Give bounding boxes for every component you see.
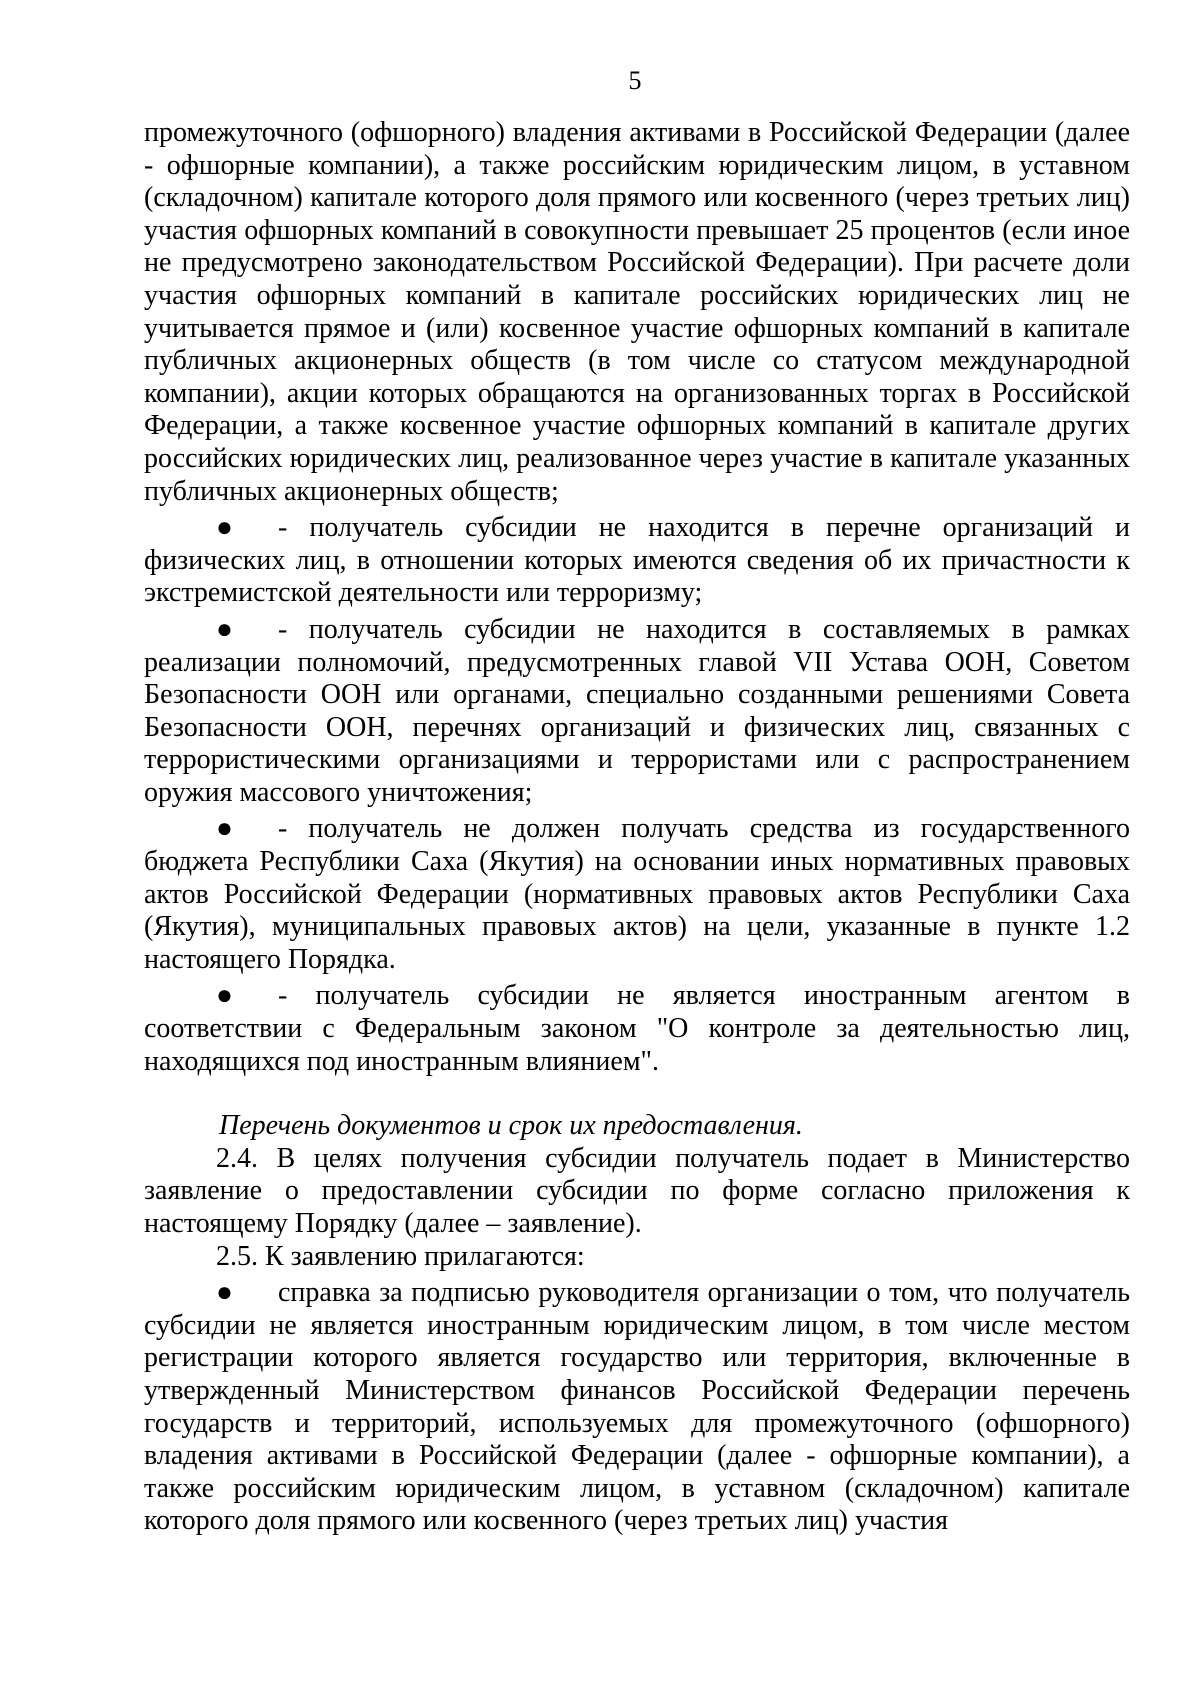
bullet-icon: ●	[216, 980, 233, 1012]
bullet-icon: ●	[216, 613, 233, 645]
list-item-budget-funds	[144, 813, 1130, 976]
section-heading: Перечень документов и срок их предоставления.	[219, 1110, 803, 1142]
bullet-icon: ●	[216, 813, 233, 845]
list-item-text: - получатель субсидии не находится в составляемых в рамках реализации полномочий, предусмотренных главой VII Устава ООН, Советом Безопасности ООН или органами, специально созданными решениями Совета Безопасности ООН, перечнях организаций и физических лиц, связанных с террористическими организациями и террористами или с распространением оружия массового уничтожения;	[144, 613, 1130, 808]
paragraph-2-4: 2.4. В целях получения субсидии получатель подает в Министерство заявление о предоставлении субсидии по форме согласно приложения к настоящему Порядку (далее – заявление).	[144, 1142, 1130, 1239]
bullet-icon: ●	[216, 512, 233, 544]
list-item-extremism	[144, 512, 1130, 610]
paragraph-offshore-continuation: промежуточного (офшорного) владения активами в Российской Федерации (далее - офшорные компании), а также российским юридическим лицом, в уставном (складочном) капитале которого доля прямого или косвенного (через третьих лиц) участия офшорных компаний в совокупности превышает 25 процентов (если иное не предусмотрено законодательством Российской Федерации). При расчете доли участия офшорных компаний в капитале российских юридических лиц не учитывается прямое и (или) косвенное участие офшорных компаний в капитале публичных акционерных обществ (в том числе со статусом международной компании), акции которых обращаются на организованных торгах в Российской Федерации, а также косвенное участие офшорных компаний в капитале других российских юридических лиц, реализованное через участие в капитале указанных публичных акционерных обществ;	[144, 117, 1130, 507]
list-item-text: - получатель субсидии не находится в перечне организаций и физических лиц, в отношении которых имеются сведения об их причастности к экстремистской деятельности или терроризму;	[144, 512, 1130, 609]
document-body	[144, 117, 1130, 1538]
list-item-text: справка за подписью руководителя организации о том, что получатель субсидии не является иностранным юридическим лицом, в том числе местом регистрации которого является государство или территория, включенные в утвержденный Министерством финансов Российской Федерации перечень государств и территорий, используемых для промежуточного (офшорного) владения активами в Российской Федерации (далее - офшорные компании), а также российским юридическим лицом, в уставном (складочном) капитале которого доля прямого или косвенного (через третьих лиц) участия	[144, 1277, 1130, 1537]
paragraph-2-5: 2.5. К заявлению прилагаются:	[216, 1240, 585, 1272]
bullet-icon: ●	[216, 1277, 233, 1309]
list-item-certificate	[144, 1277, 1130, 1538]
list-item-text: - получатель не должен получать средства из государственного бюджета Республики Саха (Якутия) на основании иных нормативных правовых актов Российской Федерации (нормативных правовых актов Республики Саха (Якутия), муниципальных правовых актов) на цели, указанные в пункте 1.2 настоящего Порядка.	[144, 813, 1130, 975]
list-item-foreign-agent	[144, 980, 1130, 1078]
page-number: 5	[628, 66, 642, 95]
list-item-text: - получатель субсидии не является иностранным агентом в соответствии с Федеральным законом "О контроле за деятельностью лиц, находящихся под иностранным влиянием".	[144, 980, 1130, 1077]
list-item-un-sanctions	[144, 614, 1130, 810]
